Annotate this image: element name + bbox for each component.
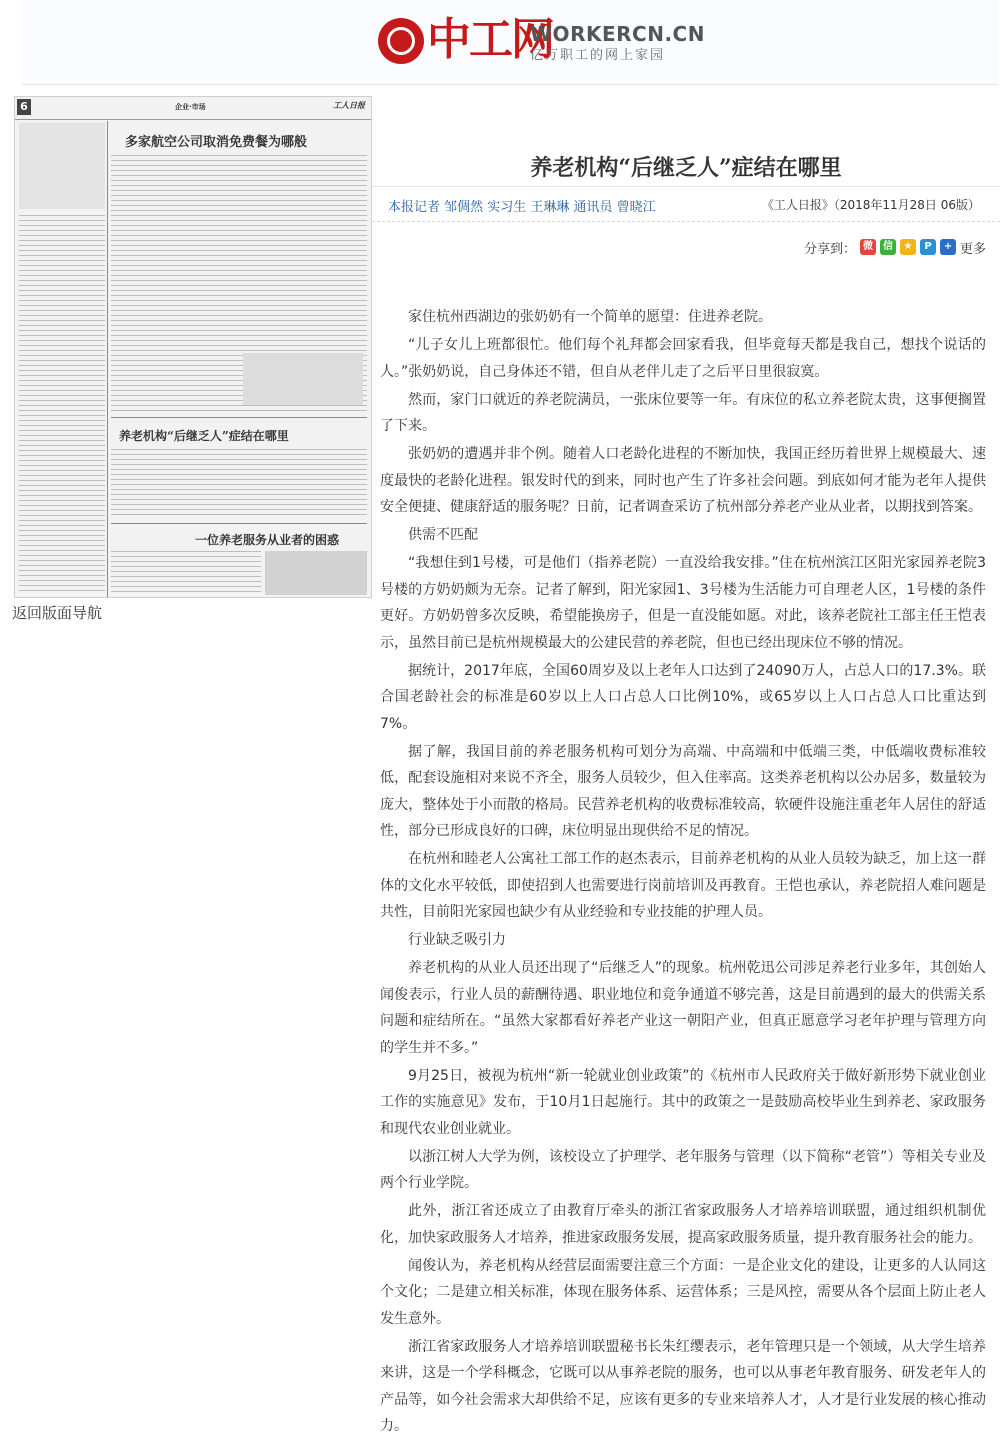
- article-byline: 本报记者 邹倜然 实习生 王琳琳 通讯员 曾晓江: [388, 200, 656, 215]
- qzone-share-icon[interactable]: ★: [900, 239, 916, 255]
- back-to-page-navigation-link[interactable]: 返回版面导航: [12, 604, 103, 622]
- article-source: 《工人日报》（2018年11月28日 06版）: [761, 198, 980, 212]
- site-header: [22, 0, 998, 85]
- article-paragraph: 浙江省家政服务人才培养培训联盟秘书长朱红缨表示，老年管理只是一个领域，从大学生培养来讲，这是一个学科概念，它既可以从事养老院的服务，也可以从事老年教育服务、研发老年人的产品等，如今社会需求大却供给不足，应该有更多的专业来培养人才，人才是行业发展的核心推动力。: [380, 1338, 986, 1434]
- thumbnail-column-text: [19, 215, 105, 591]
- thumbnail-page-number: 6: [17, 99, 31, 115]
- article-paragraph: 张奶奶的遭遇并非个例。随着人口老龄化进程的不断加快，我国正经历着世界上规模最大、速度最快的老龄化进程。银发时代的到来，同时也产生了许多社会问题。到底如何才能为老年人提供安全便捷、健康舒适的服务呢？日前，记者调查采访了杭州部分养老产业从业者，以期找到答案。: [380, 446, 986, 515]
- tencent-weibo-share-icon[interactable]: P: [920, 239, 936, 255]
- thumbnail-divider: [111, 417, 367, 418]
- thumbnail-divider: [111, 523, 367, 524]
- more-share-icon[interactable]: +: [940, 239, 956, 255]
- thumbnail-headline-3[interactable]: 一位养老服务从业者的困惑: [195, 533, 340, 547]
- article-paragraph: 以浙江树人大学为例，该校设立了护理学、老年服务与管理（以下简称“老管”）等相关专业及两个行业学院。: [380, 1148, 986, 1191]
- site-logo-text[interactable]: 中工网: [427, 14, 553, 65]
- thumbnail-article-3-text: [111, 551, 261, 595]
- weibo-share-icon[interactable]: 微: [860, 239, 876, 255]
- wechat-share-icon[interactable]: 信: [880, 239, 896, 255]
- thumbnail-masthead: 工人日报: [333, 101, 365, 110]
- thumbnail-headline-1[interactable]: 多家航空公司取消免费餐为哪般: [125, 135, 308, 150]
- article-paragraph: 然而，家门口就近的养老院满员，一张床位要等一年。有床位的私立养老院太贵，这事便搁置了下来。: [380, 391, 986, 434]
- article-paragraph: 据统计，2017年底，全国60周岁及以上老年人口达到了24090万人，占总人口的17.3%。联合国老龄社会的标准是60岁以上人口占总人口比例10%，或65岁以上人口占总人口比重达到7%。: [380, 662, 986, 732]
- share-bar: [804, 238, 986, 256]
- newspaper-page-thumbnail[interactable]: [14, 96, 372, 598]
- article-paragraph: 在杭州和睦老人公寓社工部工作的赵杰表示，目前养老机构的从业人员较为缺乏，加上这一群体的文化水平较低，即使招到人也需要进行岗前培训及再教育。王恺也承认，养老院招人难问题是共性，目前阳光家园也缺少有从业经验和专业技能的护理人员。: [380, 851, 986, 920]
- article-paragraph: “儿子女儿上班都很忙。他们每个礼拜都会回家看我，但毕竟每天都是我自己，想找个说话的人。”张奶奶说，自己身体还不错，但自从老伴儿走了之后平日里很寂寞。: [380, 337, 986, 380]
- thumbnail-photo: [265, 551, 367, 595]
- article-paragraph: 养老机构的从业人员还出现了“后继乏人”的现象。杭州乾迅公司涉足养老行业多年，其创始人闻俊表示，行业人员的薪酬待遇、职业地位和竞争通道不够完善，这是目前遇到的最大的供需关系问题和症结所在。“虽然大家都看好养老产业这一朝阳产业，但真正愿意学习老年护理与管理方向的学生并不多。”: [380, 960, 986, 1056]
- site-slogan: 亿万职工的网上家园: [530, 48, 666, 63]
- article-body: [380, 304, 986, 1441]
- thumbnail-infographic: [243, 353, 363, 405]
- article-paragraph: 据了解，我国目前的养老服务机构可划分为高端、中高端和中低端三类，中低端收费标准较低，配套设施相对来说不齐全，服务人员较少，但入住率高。这类养老机构以公办居多，数量较为庞大，整体处于小而散的格局。民营养老机构的收费标准较高，软硬件设施注重老年人居住的舒适性，部分已形成良好的口碑，床位明显出现供给不足的情况。: [380, 743, 986, 839]
- share-more-link[interactable]: 更多: [960, 241, 987, 257]
- article-title: 养老机构“后继乏人”症结在哪里: [530, 154, 842, 181]
- article-paragraph: 此外，浙江省还成立了由教育厅牵头的浙江省家政服务人才培养培训联盟，通过组织机制优化，加快家政服务人才培养，推进家政服务发展，提高家政服务质量，提升教育服务社会的能力。: [380, 1203, 986, 1246]
- thumbnail-column-rule: [107, 121, 108, 597]
- article-paragraph: 家住杭州西湖边的张奶奶有一个简单的愿望：住进养老院。: [408, 309, 772, 325]
- thumbnail-section-name: 企业·市场: [175, 103, 206, 111]
- article-subheading: 行业缺乏吸引力: [408, 932, 506, 948]
- article-meta-bar: [372, 186, 1000, 222]
- thumbnail-page-header: [15, 97, 371, 120]
- article-paragraph: 闻俊认为，养老机构从经营层面需要注意三个方面：一是企业文化的建设，让更多的人认同这个文化；二是建立相关标准，体现在服务体系、运营体系；三是风控，需要从各个层面上防止老人发生意外。: [380, 1257, 986, 1327]
- share-label: 分享到：: [804, 241, 857, 257]
- thumbnail-headline-2[interactable]: 养老机构“后继乏人”症结在哪里: [119, 429, 289, 443]
- site-logo-icon[interactable]: [378, 18, 424, 64]
- thumbnail-cartoon-image: [19, 123, 105, 209]
- article-subheading: 供需不匹配: [408, 527, 478, 543]
- article-paragraph: 9月25日，被视为杭州“新一轮就业创业政策”的《杭州市人民政府关于做好新形势下就业创业工作的实施意见》发布，于10月1日起施行。其中的政策之一是鼓励高校毕业生到养老、家政服务和现代农业创业就业。: [380, 1067, 986, 1137]
- site-domain: WORKERCN.CN: [530, 22, 705, 46]
- thumbnail-article-2-text: [111, 449, 367, 519]
- article-paragraph: “我想住到1号楼，可是他们（指养老院）一直没给我安排。”住在杭州滨江区阳光家园养老院3号楼的方奶奶颇为无奈。记者了解到，阳光家园1、3号楼为生活能力可自理老人区，1号楼的条件更好。方奶奶曾多次反映，希望能换房子，但是一直没能如愿。对此，该养老院社工部主任王恺表示，虽然目前已是杭州规模最大的公建民营的养老院，但也已经出现床位不够的情况。: [380, 555, 986, 651]
